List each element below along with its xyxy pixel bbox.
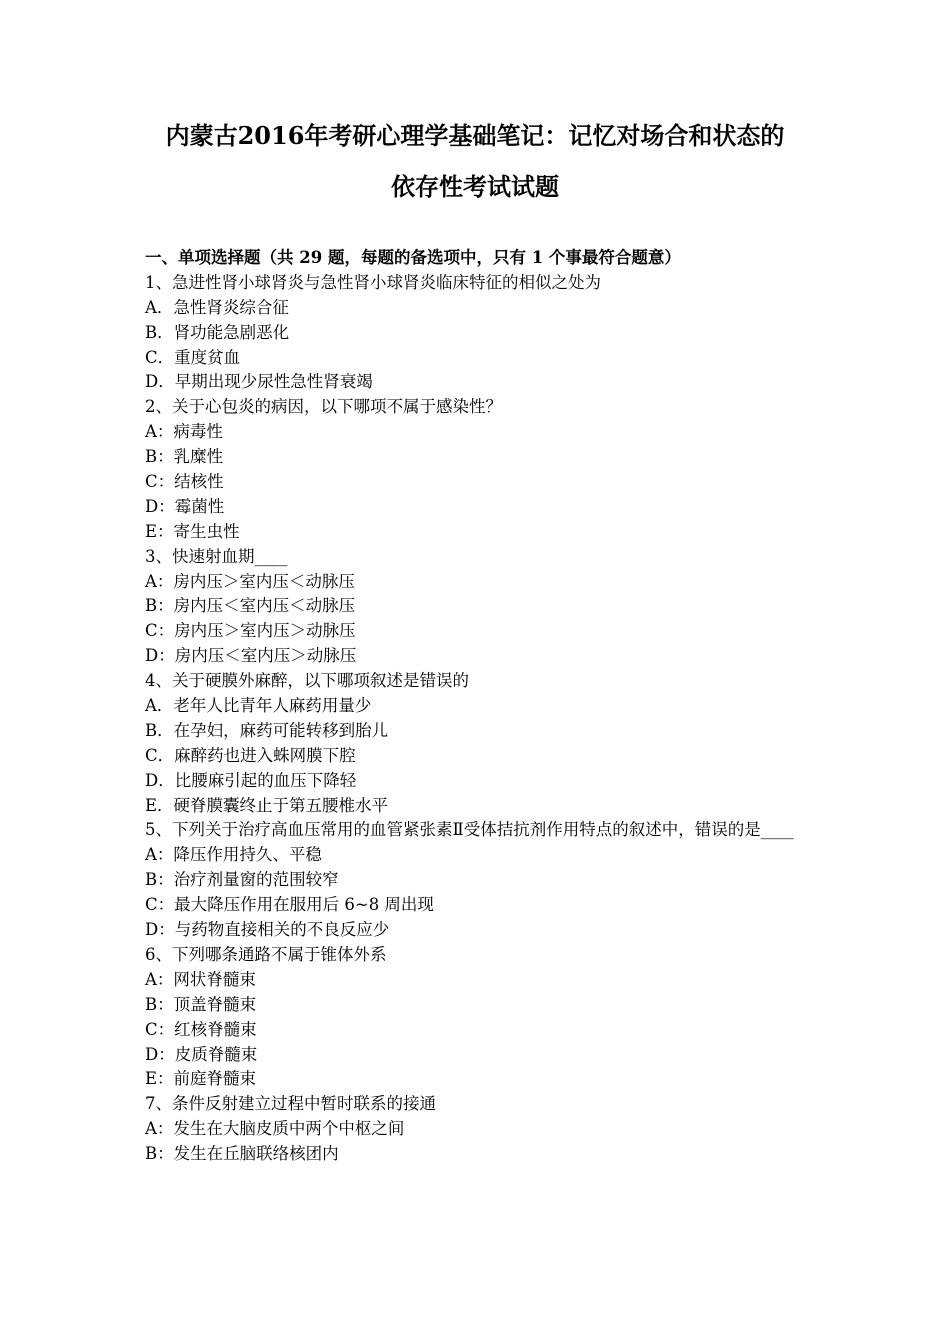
question-2-option-a: A：病毒性 [145, 422, 223, 442]
question-2-option-b: B：乳糜性 [145, 447, 224, 467]
question-6-option-e: E：前庭脊髓束 [145, 1069, 257, 1089]
question-5-option-d: D：与药物直接相关的不良反应少 [145, 920, 390, 940]
question-6-option-a: A：网状脊髓束 [145, 969, 256, 989]
question-3-option-b: B：房内压＜室内压＜动脉压 [145, 596, 356, 616]
question-3-option-c: C：房内压＞室内压＞动脉压 [145, 621, 356, 641]
document-title-line-1: 内蒙古2016年考研心理学基础笔记：记忆对场合和状态的 [165, 121, 785, 150]
question-6-option-c: C：红核脊髓束 [145, 1019, 257, 1039]
question-5-option-b: B：治疗剂量窗的范围较窄 [145, 870, 339, 890]
question-5-option-c: C：最大降压作用在服用后 6~8 周出现 [145, 895, 434, 915]
question-4-option-c: C．麻醉药也进入蛛网膜下腔 [145, 745, 356, 765]
question-1-option-a: A．急性肾炎综合征 [145, 297, 289, 317]
question-3-option-a: A：房内压＞室内压＜动脉压 [145, 571, 355, 591]
question-5-option-a: A：降压作用持久、平稳 [145, 845, 322, 865]
question-4-option-b: B．在孕妇，麻药可能转移到胎儿 [145, 720, 389, 740]
question-4-option-a: A．老年人比青年人麻药用量少 [145, 696, 372, 716]
question-1-option-c: C．重度贫血 [145, 347, 241, 367]
question-4-option-d: D．比腰麻引起的血压下降轻 [145, 770, 357, 790]
question-7-option-a: A：发生在大脑皮质中两个中枢之间 [145, 1119, 405, 1139]
question-3: 3、快速射血期____ [145, 546, 288, 566]
question-5: 5、下列关于治疗高血压常用的血管紧张素Ⅱ受体拮抗剂作用特点的叙述中，错误的是____ [145, 820, 794, 840]
question-1-option-b: B．肾功能急剧恶化 [145, 322, 290, 342]
question-4: 4、关于硬膜外麻醉，以下哪项叙述是错误的 [145, 671, 469, 691]
question-3-option-d: D：房内压＜室内压＞动脉压 [145, 646, 357, 666]
document-body [145, 246, 810, 1167]
question-2-option-c: C：结核性 [145, 472, 224, 492]
question-1: 1、急进性肾小球肾炎与急性肾小球肾炎临床特征的相似之处为 [145, 272, 601, 292]
question-7-option-b: B：发生在丘脑联络核团内 [145, 1144, 339, 1164]
question-7: 7、条件反射建立过程中暂时联系的接通 [145, 1094, 436, 1114]
question-1-option-d: D．早期出现少尿性急性肾衰竭 [145, 372, 373, 392]
question-6-option-d: D：皮质脊髓束 [145, 1044, 258, 1064]
question-4-option-e: E．硬脊膜囊终止于第五腰椎水平 [145, 795, 389, 815]
question-2: 2、关于心包炎的病因，以下哪项不属于感染性？ [145, 397, 502, 417]
section-heading: 一、单项选择题（共 29 题，每题的备选项中，只有 1 个事最符合题意） [145, 248, 681, 267]
question-2-option-e: E：寄生虫性 [145, 521, 240, 541]
question-2-option-d: D：霉菌性 [145, 496, 225, 516]
document-title-line-2: 依存性考试试题 [391, 172, 559, 201]
question-6: 6、下列哪条通路不属于锥体外系 [145, 944, 387, 964]
question-6-option-b: B：顶盖脊髓束 [145, 994, 257, 1014]
